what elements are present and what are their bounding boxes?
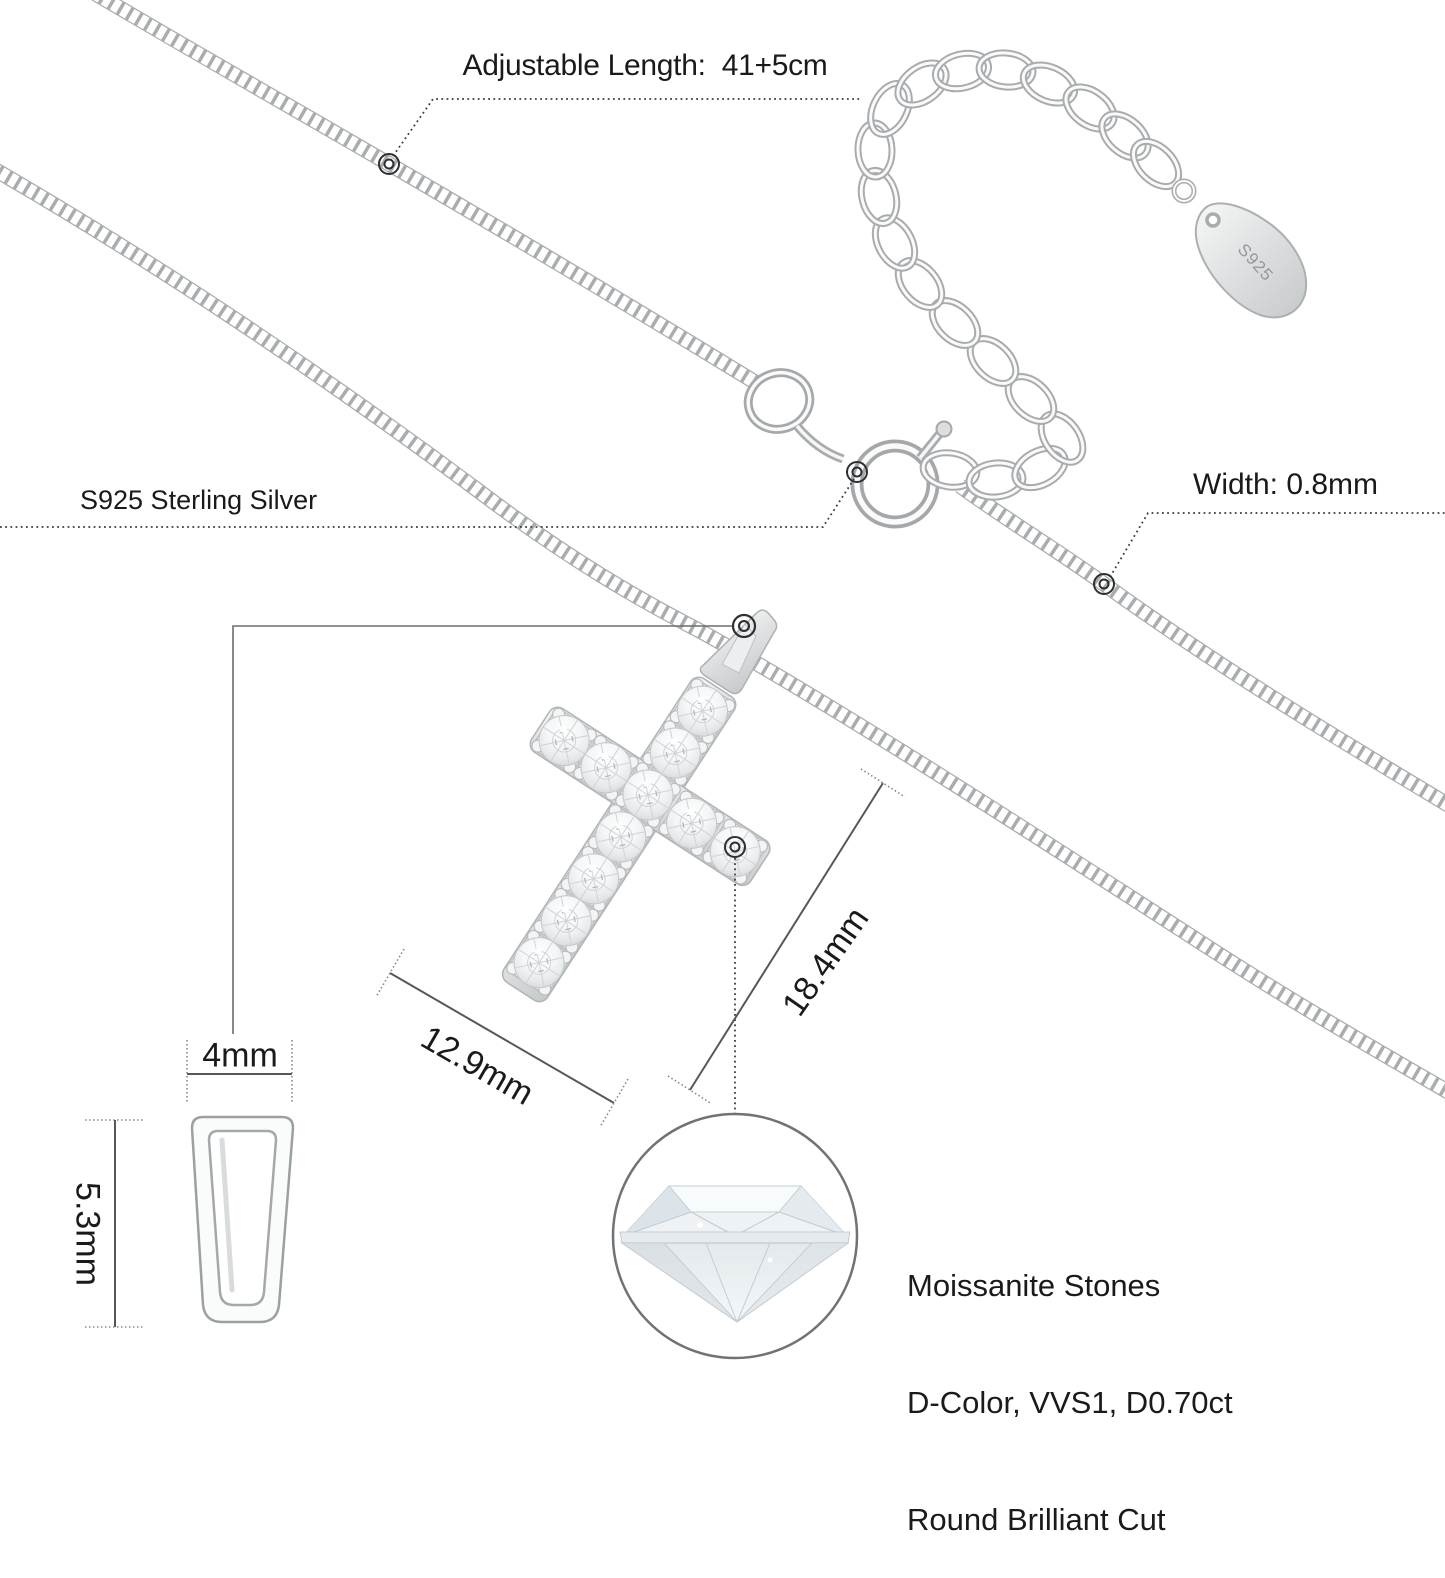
spring-ring-clasp <box>741 365 952 522</box>
moissanite-detail <box>613 1114 857 1358</box>
pendant-height-dimension: 18.4mm <box>774 900 877 1023</box>
stone-details-line1: Moissanite Stones <box>907 1268 1161 1303</box>
adjustable-length-label: Adjustable Length: 41+5cm <box>462 49 828 82</box>
pendant-width-dimension: 12.9mm <box>414 1018 540 1113</box>
stone-details-line2: D-Color, VVS1, D0.70ct <box>907 1385 1233 1420</box>
extension-chain <box>856 48 1194 500</box>
width-label: Width: 0.8mm <box>1193 468 1379 501</box>
bail-detail-diagram <box>192 1117 293 1322</box>
pendant-chain <box>0 168 1445 1094</box>
material-label: S925 Sterling Silver <box>80 485 318 515</box>
stone-details-line3: Round Brilliant Cut <box>907 1502 1166 1537</box>
stone-details-block <box>907 1188 1233 1578</box>
leader-width <box>1110 513 1445 577</box>
tag-stamp-text: S925 <box>1233 239 1278 286</box>
leader-adjustable-length <box>393 99 860 156</box>
bail-height-dimension: 5.3mm <box>68 1182 107 1286</box>
width-chain <box>960 486 1445 806</box>
bail-width-dimension: 4mm <box>202 1036 278 1075</box>
